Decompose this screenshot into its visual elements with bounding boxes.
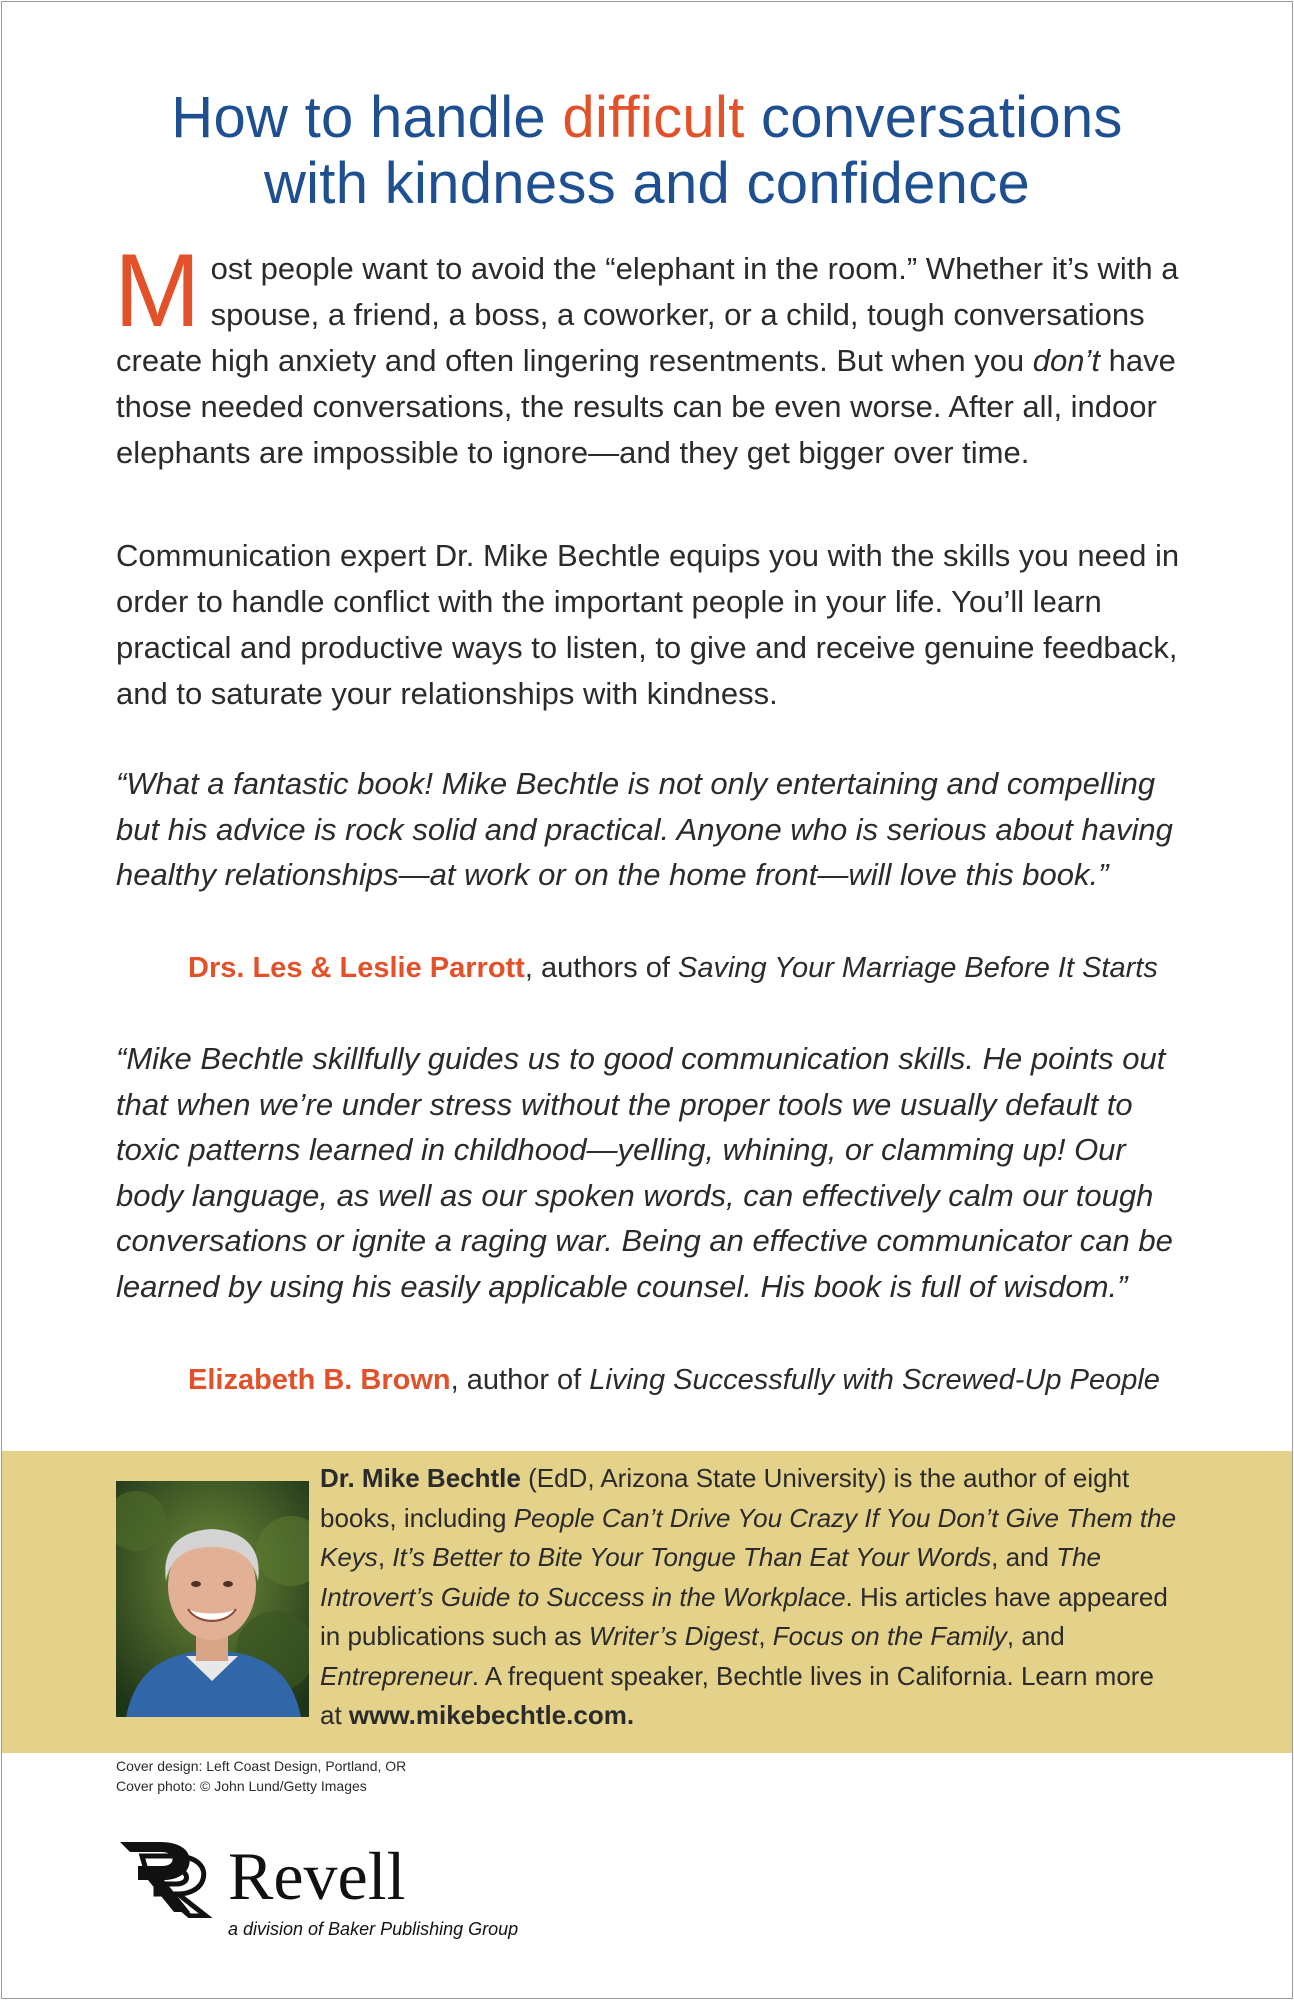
bio-text-segment: , [377, 1542, 393, 1572]
author-portrait-illustration [116, 1481, 309, 1717]
author-bio-band [2, 1451, 1292, 1753]
cover-photo-credit: Cover photo: © John Lund/Getty Images [116, 1778, 367, 1794]
endorser-book-title-2: Living Successfully with Screwed-Up People [589, 1364, 1160, 1396]
publication-title: Focus on the Family [772, 1621, 1007, 1651]
intro-text-a: ost people want to avoid the “elephant in the room.” Whether it’s with a spouse, a friend, a boss, a coworker, or a child, tough conversations create high anxiety and often lingering resentments. But when you [116, 251, 1179, 378]
endorser-book-title-1: Saving Your Marriage Before It Starts [678, 952, 1158, 984]
author-name: Dr. Mike Bechtle [320, 1463, 521, 1493]
endorsement-quote-1: “What a fantastic book! Mike Bechtle is not only entertaining and compelling but his advice is rock solid and practical. Anyone who is serious about having healthy relationships—at work or on the home front—will love this book.” [116, 766, 1173, 892]
endorser-role-1: , authors of [524, 952, 678, 984]
bio-text-segment: . A frequent speaker, Bechtle lives in California. Learn more at [320, 1660, 1154, 1730]
publisher-subtitle: a division of Baker Publishing Group [228, 1919, 519, 1939]
book-title: People Can’t Drive You Crazy If You Don’t Give Them the Keys [320, 1502, 1177, 1572]
intro-emphasis: don’t [1032, 343, 1101, 378]
headline-line-1 [0, 85, 1294, 151]
endorser-name-1: Drs. Les & Leslie Parrott [188, 952, 525, 984]
bio-text-segment: (EdD, Arizona State University) is the author of eight books, including [320, 1463, 1130, 1533]
description-paragraph: Communication expert Dr. Mike Bechtle equips you with the skills you need in order to handle conflict with the important people in your life. You’ll learn practical and productive ways to listen, to give and receive genuine feedback, and to saturate your relationships with kindness. [116, 538, 1180, 711]
revell-r-mark-icon [116, 1836, 224, 1918]
author-photo [116, 1481, 309, 1717]
endorsement-quote-2: “Mike Bechtle skillfully guides us to good communication skills. He points out that when we’re under stress without the proper tools we usually default to toxic patterns learned in childhood—yelling, whining, or clamming up! Our body language, as well as our spoken words, can effectively calm our tough conversations or ignite a raging war. Being an effective communicator can be learned by using his easily applicable counsel. His book is full of wisdom.” [116, 1041, 1173, 1304]
bio-text-segment: , [758, 1621, 773, 1651]
cover-credits [116, 1756, 406, 1796]
bio-text-segment: , and [991, 1542, 1057, 1572]
intro-paragraph [114, 233, 1186, 476]
author-bio-text [320, 1459, 1180, 1736]
endorser-role-2: , author of [450, 1364, 590, 1396]
endorser-name-2: Elizabeth B. Brown [188, 1364, 451, 1396]
publication-title: Writer’s Digest [588, 1621, 759, 1651]
endorsement-attribution-2 [188, 1360, 1268, 1400]
publication-title: Entrepreneur [320, 1660, 472, 1691]
publisher-name: Revell [228, 1838, 406, 1914]
book-title: The Introvert’s Guide to Success in the Workplace [320, 1542, 1101, 1612]
book-title: It’s Better to Bite Your Tongue Than Eat Your Words [392, 1542, 992, 1572]
cover-design-credit: Cover design: Left Coast Design, Portland, OR [116, 1758, 407, 1774]
drop-cap: M [114, 233, 201, 349]
headline-highlight: difficult [562, 85, 745, 150]
bio-text-segment: , and [1006, 1621, 1065, 1651]
headline-part-2: conversations [744, 85, 1123, 150]
bio-text-segment: . His articles have appeared in publications such as [320, 1581, 1168, 1651]
headline-line-2: with kindness and confidence [263, 151, 1031, 216]
headline-part-1: How to handle [171, 85, 563, 150]
author-website: www.mikebechtle.com. [348, 1700, 635, 1730]
intro-text-b: have those needed conversations, the results can be even worse. After all, indoor elephants are impossible to ignore—and they get bigger over time. [116, 343, 1176, 470]
headline [0, 85, 1294, 217]
publisher-logo [116, 1836, 546, 1946]
endorsement-attribution-1 [188, 948, 1268, 988]
